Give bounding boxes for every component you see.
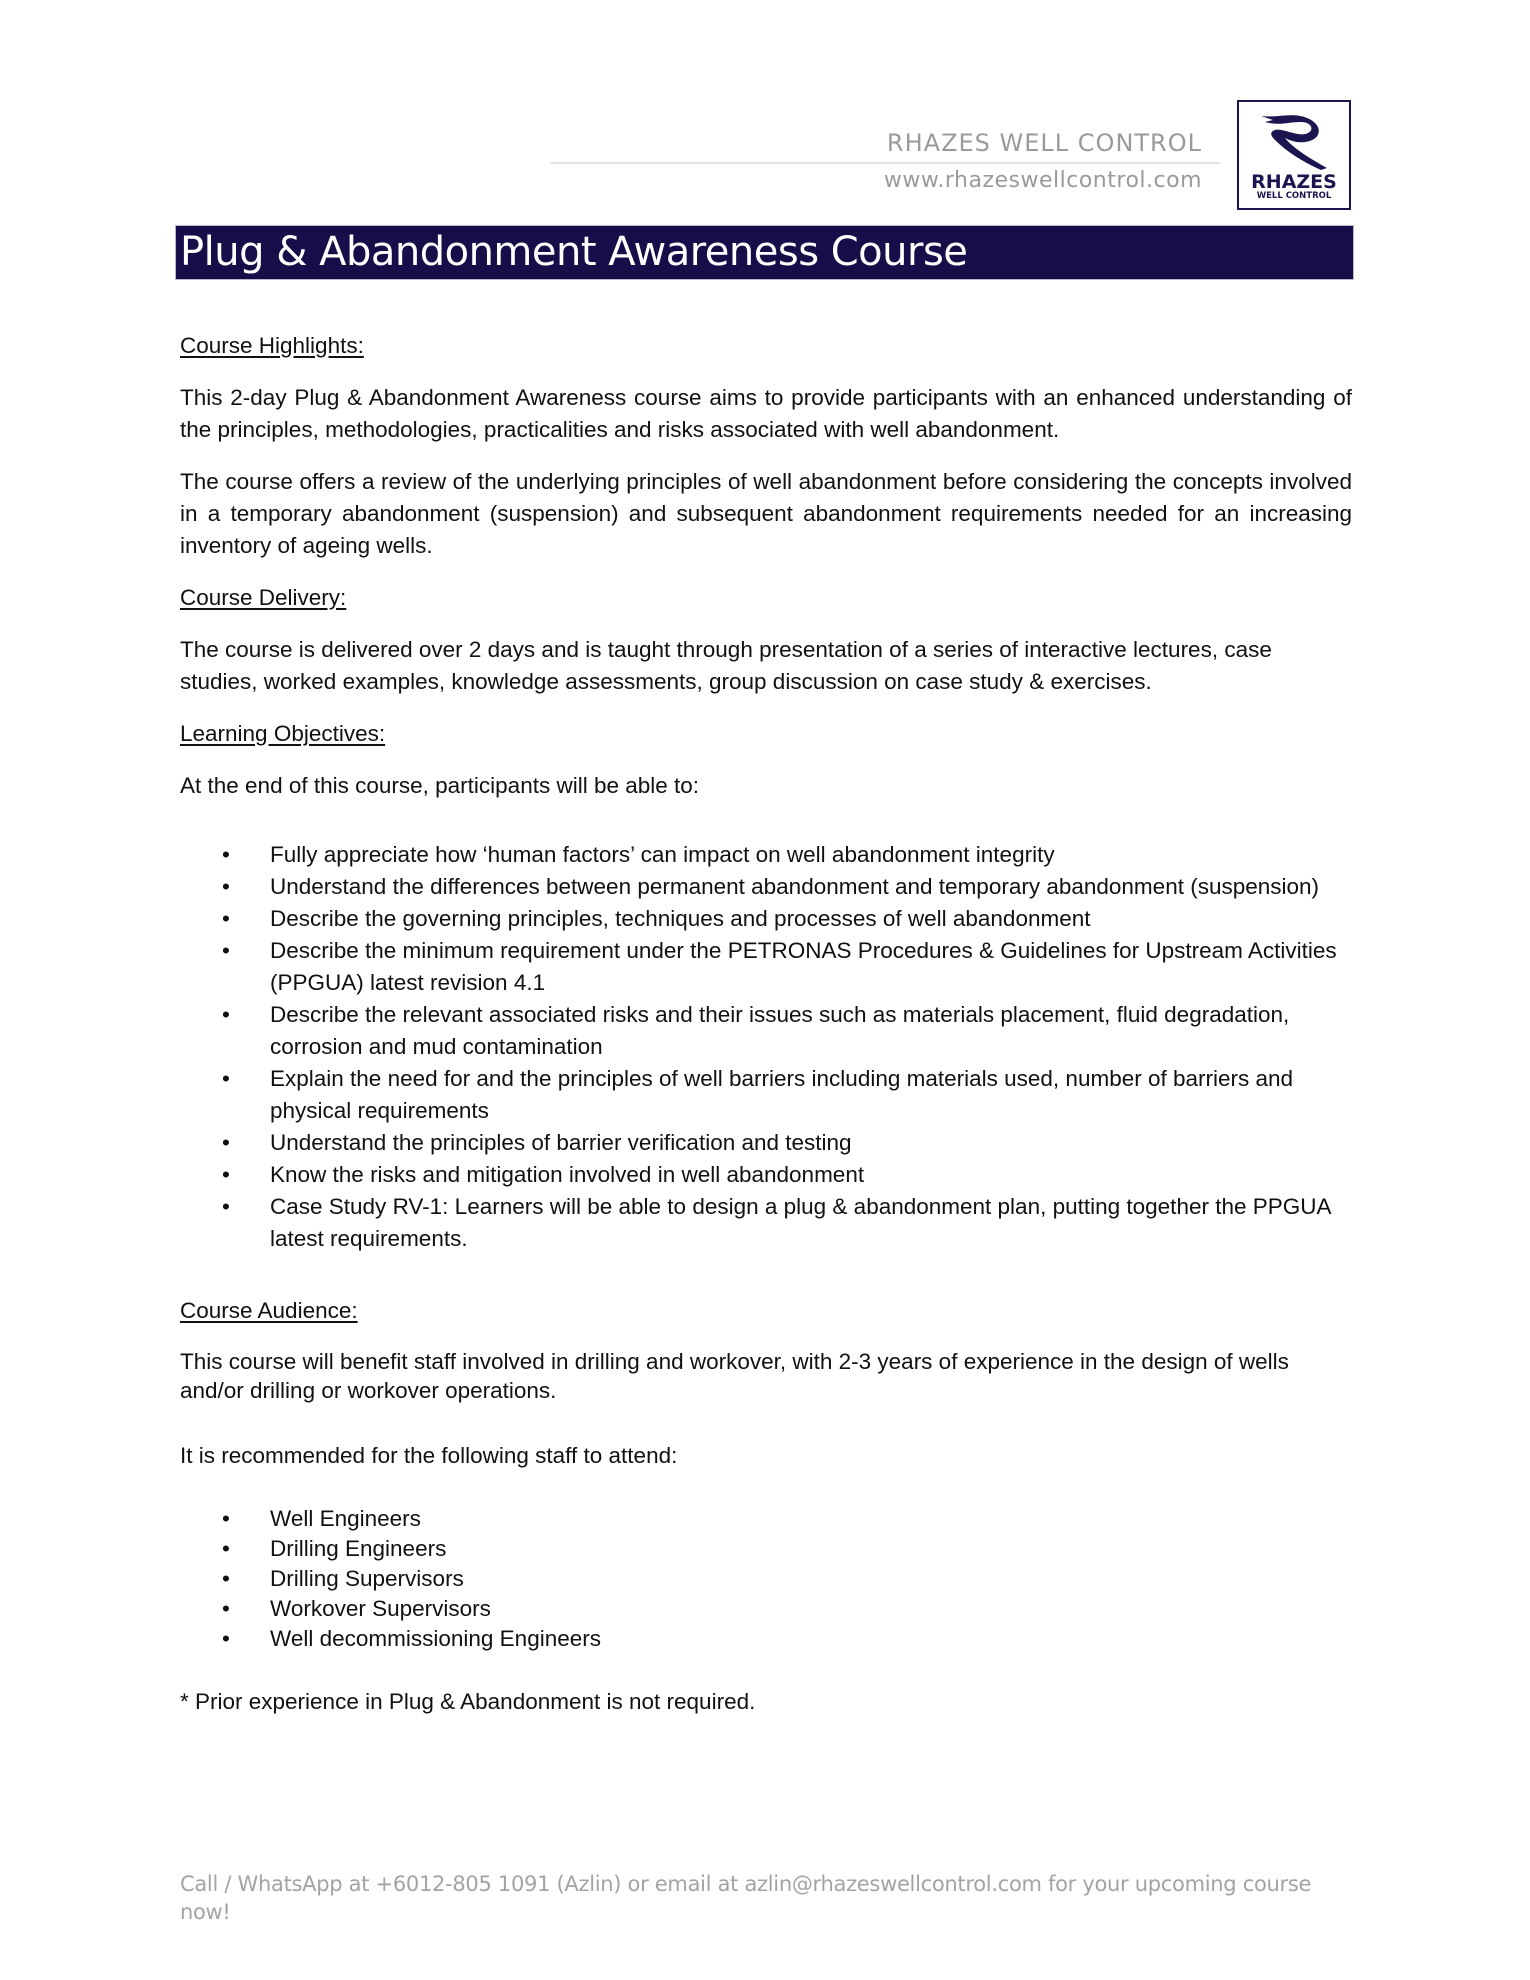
bullet-icon: • (222, 1066, 230, 1091)
objective-text: Describe the relevant associated risks and their issues such as materials placement, fluid degradation, corrosion and mud contamination (270, 1002, 1290, 1059)
bullet-icon: • (222, 1162, 230, 1187)
objective-text: Understand the differences between permanent abandonment and temporary abandonment (suspension) (270, 874, 1320, 899)
bullet-icon: • (222, 906, 230, 931)
objective-text: Describe the governing principles, techniques and processes of well abandonment (270, 906, 1091, 931)
section-heading-delivery: Course Delivery: (180, 585, 347, 610)
bullet-icon: • (222, 1566, 230, 1591)
delivery-paragraph: The course is delivered over 2 days and is taught through presentation of a series of interactive lectures, case studies, worked examples, knowledge assessments, group discussion on case study & exercises. (180, 637, 1272, 694)
logo-text-main: RHAZES (1251, 171, 1337, 193)
list-item (180, 1159, 1352, 1191)
objectives-intro: At the end of this course, participants will be able to: (180, 773, 700, 798)
bullet-icon: • (222, 1536, 230, 1561)
objective-text: Explain the need for and the principles of well barriers including materials used, number of barriers and physical requirements (270, 1066, 1294, 1123)
list-item (180, 1504, 1352, 1534)
list-item (180, 1594, 1352, 1624)
audience-list (180, 1504, 1352, 1654)
audience-role: Drilling Engineers (270, 1536, 447, 1561)
objective-text: Case Study RV-1: Learners will be able to design a plug & abandonment plan, putting together the PPGUA latest requirements. (270, 1194, 1331, 1251)
course-title-bar (175, 225, 1354, 280)
header-brand (550, 128, 1220, 196)
list-item (180, 1063, 1352, 1127)
objective-text: Know the risks and mitigation involved in well abandonment (270, 1162, 865, 1187)
section-heading-audience: Course Audience: (180, 1298, 358, 1323)
objective-text: Fully appreciate how ‘human factors’ can impact on well abandonment integrity (270, 842, 1055, 867)
bullet-icon: • (222, 842, 230, 867)
logo-text-sub: WELL CONTROL (1256, 191, 1332, 201)
audience-note: * Prior experience in Plug & Abandonment is not required. (180, 1689, 756, 1714)
company-logo (1237, 100, 1351, 210)
brand-divider (550, 162, 1220, 164)
list-item (180, 1624, 1352, 1654)
list-item (180, 1191, 1352, 1255)
bullet-icon: • (222, 1596, 230, 1621)
list-item (180, 935, 1352, 999)
audience-role: Well decommissioning Engineers (270, 1626, 601, 1651)
objective-text: Understand the principles of barrier verification and testing (270, 1130, 852, 1155)
list-item (180, 999, 1352, 1063)
objective-text: Describe the minimum requirement under the PETRONAS Procedures & Guidelines for Upstream Activities (PPGUA) latest revision 4.1 (270, 938, 1337, 995)
audience-paragraph: This course will benefit staff involved in drilling and workover, with 2-3 years of experience in the design of wells and/or drilling or workover operations. (180, 1349, 1289, 1403)
audience-role: Drilling Supervisors (270, 1566, 464, 1591)
list-item (180, 871, 1352, 903)
list-item (180, 1127, 1352, 1159)
audience-role: Workover Supervisors (270, 1596, 491, 1621)
audience-role: Well Engineers (270, 1506, 421, 1531)
page-title: Plug & Abandonment Awareness Course (180, 229, 968, 275)
bullet-icon: • (222, 874, 230, 899)
bullet-icon: • (222, 1194, 230, 1219)
list-item (180, 839, 1352, 871)
objectives-list (180, 839, 1352, 1255)
bullet-icon: • (222, 1002, 230, 1027)
stylized-r-bird-logo-icon (1253, 108, 1337, 172)
bullet-icon: • (222, 1626, 230, 1651)
list-item (180, 1564, 1352, 1594)
bullet-icon: • (222, 938, 230, 963)
brand-name: RHAZES WELL CONTROL (886, 129, 1202, 157)
bullet-icon: • (222, 1130, 230, 1155)
highlights-paragraph-2: The course offers a review of the underlying principles of well abandonment before considering the concepts involved in a temporary abandonment (suspension) and subsequent abandonment requirements needed for an increasing inventory of ageing wells. (180, 469, 1352, 558)
bullet-icon: • (222, 1506, 230, 1531)
section-heading-highlights: Course Highlights: (180, 333, 364, 358)
section-heading-objectives: Learning Objectives: (180, 721, 386, 746)
list-item (180, 1534, 1352, 1564)
brand-url[interactable]: www.rhazeswellcontrol.com (883, 168, 1202, 193)
list-item (180, 903, 1352, 935)
footer-contact: Call / WhatsApp at +6012-805 1091 (Azlin) or email at azlin@rhazeswellcontrol.com for your upcoming course now! (180, 1872, 1312, 1924)
course-content (180, 330, 1352, 1718)
audience-recommend-intro: It is recommended for the following staff to attend: (180, 1443, 678, 1468)
highlights-paragraph-1: This 2-day Plug & Abandonment Awareness course aims to provide participants with an enhanced understanding of the principles, methodologies, practicalities and risks associated with well abandonment. (180, 385, 1352, 442)
